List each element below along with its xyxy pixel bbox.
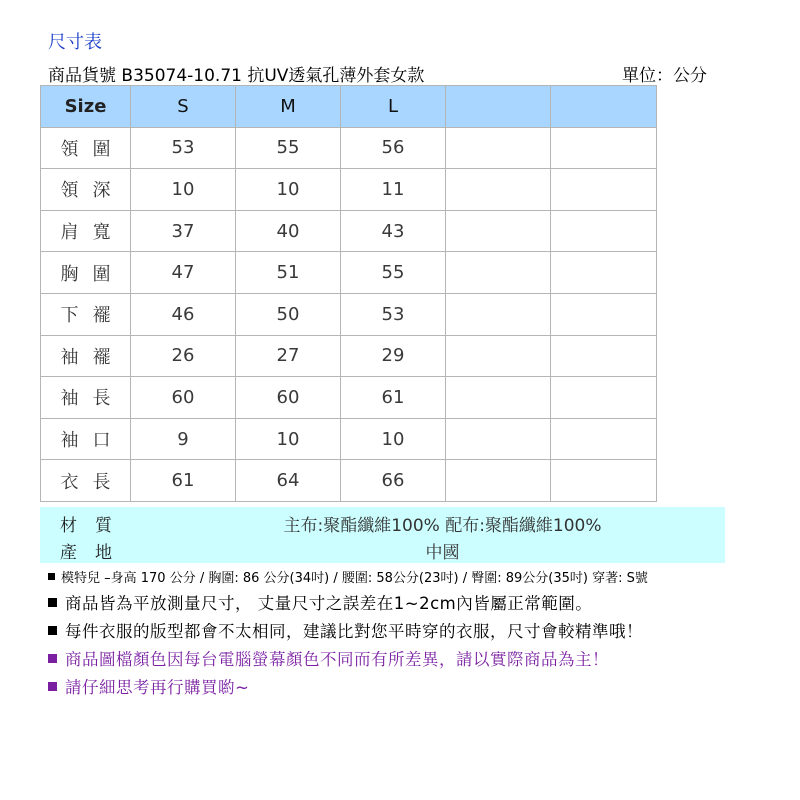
- row-label: 袖長: [41, 377, 131, 419]
- header-empty-1: [446, 86, 551, 128]
- table-cell: [551, 210, 657, 252]
- notes-list: [48, 568, 648, 702]
- table-cell: 60: [131, 377, 236, 419]
- product-number: 商品貨號 B35074-10.71 抗UV透氣孔薄外套女款: [48, 66, 425, 86]
- table-cell: 64: [236, 460, 341, 502]
- table-cell: 27: [236, 335, 341, 377]
- row-label: 袖口: [41, 418, 131, 460]
- table-cell: 40: [236, 210, 341, 252]
- bullet-icon: [48, 573, 55, 580]
- table-row: [41, 169, 657, 211]
- table-row: [41, 377, 657, 419]
- table-cell: 53: [341, 293, 446, 335]
- material-label: 材質: [60, 516, 130, 536]
- table-row: [41, 252, 657, 294]
- row-label: 胸圍: [41, 252, 131, 294]
- origin-value: 中國: [425, 543, 460, 563]
- table-cell: [446, 252, 551, 294]
- note-item: [48, 568, 648, 590]
- table-cell: 9: [131, 418, 236, 460]
- table-cell: [446, 210, 551, 252]
- bullet-icon: [48, 626, 57, 635]
- table-cell: 47: [131, 252, 236, 294]
- header-m: M: [236, 86, 341, 128]
- bullet-icon: [48, 682, 57, 691]
- table-cell: 10: [236, 169, 341, 211]
- header-l: L: [341, 86, 446, 128]
- material-box: [40, 507, 725, 563]
- table-cell: [446, 293, 551, 335]
- table-cell: [551, 127, 657, 169]
- row-label: 肩寬: [41, 210, 131, 252]
- note-text: 商品圖檔顏色因每台電腦螢幕顏色不同而有所差異，請以實際商品為主！: [65, 650, 609, 669]
- table-header-row: [41, 86, 657, 128]
- table-cell: [446, 169, 551, 211]
- table-cell: 53: [131, 127, 236, 169]
- table-cell: 37: [131, 210, 236, 252]
- table-cell: 26: [131, 335, 236, 377]
- table-cell: [446, 460, 551, 502]
- note-item: [48, 618, 648, 646]
- note-item: [48, 646, 648, 674]
- note-text: 商品皆為平放測量尺寸， 丈量尺寸之誤差在1~2cm內皆屬正常範圍。: [65, 594, 593, 613]
- row-label: 衣長: [41, 460, 131, 502]
- table-row: [41, 418, 657, 460]
- header-size: Size: [41, 86, 131, 128]
- table-cell: 56: [341, 127, 446, 169]
- note-item: [48, 590, 648, 618]
- row-label: 袖襬: [41, 335, 131, 377]
- table-cell: [551, 335, 657, 377]
- table-cell: 51: [236, 252, 341, 294]
- bullet-icon: [48, 654, 57, 663]
- table-cell: [551, 418, 657, 460]
- table-cell: 10: [341, 418, 446, 460]
- header-s: S: [131, 86, 236, 128]
- table-cell: [446, 377, 551, 419]
- table-cell: 55: [236, 127, 341, 169]
- table-cell: [551, 252, 657, 294]
- material-row: [40, 509, 725, 535]
- table-cell: [551, 169, 657, 211]
- note-item: [48, 674, 648, 702]
- table-row: [41, 460, 657, 502]
- note-text: 請仔細思考再行購買喲~: [65, 678, 250, 697]
- page-title: 尺寸表: [48, 32, 102, 53]
- row-label: 下襬: [41, 293, 131, 335]
- table-cell: 60: [236, 377, 341, 419]
- table-row: [41, 127, 657, 169]
- table-cell: 10: [131, 169, 236, 211]
- origin-label: 產地: [60, 543, 130, 563]
- size-table: [40, 85, 657, 502]
- unit-label: 單位：公分: [622, 66, 707, 86]
- material-value: 主布:聚酯纖維100% 配布:聚酯纖維100%: [283, 516, 602, 536]
- table-cell: [446, 127, 551, 169]
- table-cell: 50: [236, 293, 341, 335]
- table-row: [41, 293, 657, 335]
- row-label: 領圍: [41, 127, 131, 169]
- table-row: [41, 210, 657, 252]
- table-cell: 61: [341, 377, 446, 419]
- note-text: 每件衣服的版型都會不太相同，建議比對您平時穿的衣服，尺寸會較精準哦！: [65, 622, 643, 641]
- table-cell: 11: [341, 169, 446, 211]
- table-cell: 55: [341, 252, 446, 294]
- table-cell: 61: [131, 460, 236, 502]
- table-cell: 66: [341, 460, 446, 502]
- table-cell: [446, 335, 551, 377]
- header-empty-2: [551, 86, 657, 128]
- table-cell: 46: [131, 293, 236, 335]
- note-text: 模特兒 –身高 170 公分 / 胸圍: 86 公分(34吋) / 腰圍: 58公分(23吋) / 臀圍: 89公分(35吋) 穿著: S號: [61, 571, 648, 586]
- origin-row: [40, 536, 725, 562]
- bullet-icon: [48, 598, 57, 607]
- table-cell: 10: [236, 418, 341, 460]
- row-label: 領深: [41, 169, 131, 211]
- table-cell: [446, 418, 551, 460]
- table-cell: [551, 377, 657, 419]
- table-row: [41, 335, 657, 377]
- table-cell: [551, 293, 657, 335]
- table-cell: 29: [341, 335, 446, 377]
- table-cell: 43: [341, 210, 446, 252]
- table-cell: [551, 460, 657, 502]
